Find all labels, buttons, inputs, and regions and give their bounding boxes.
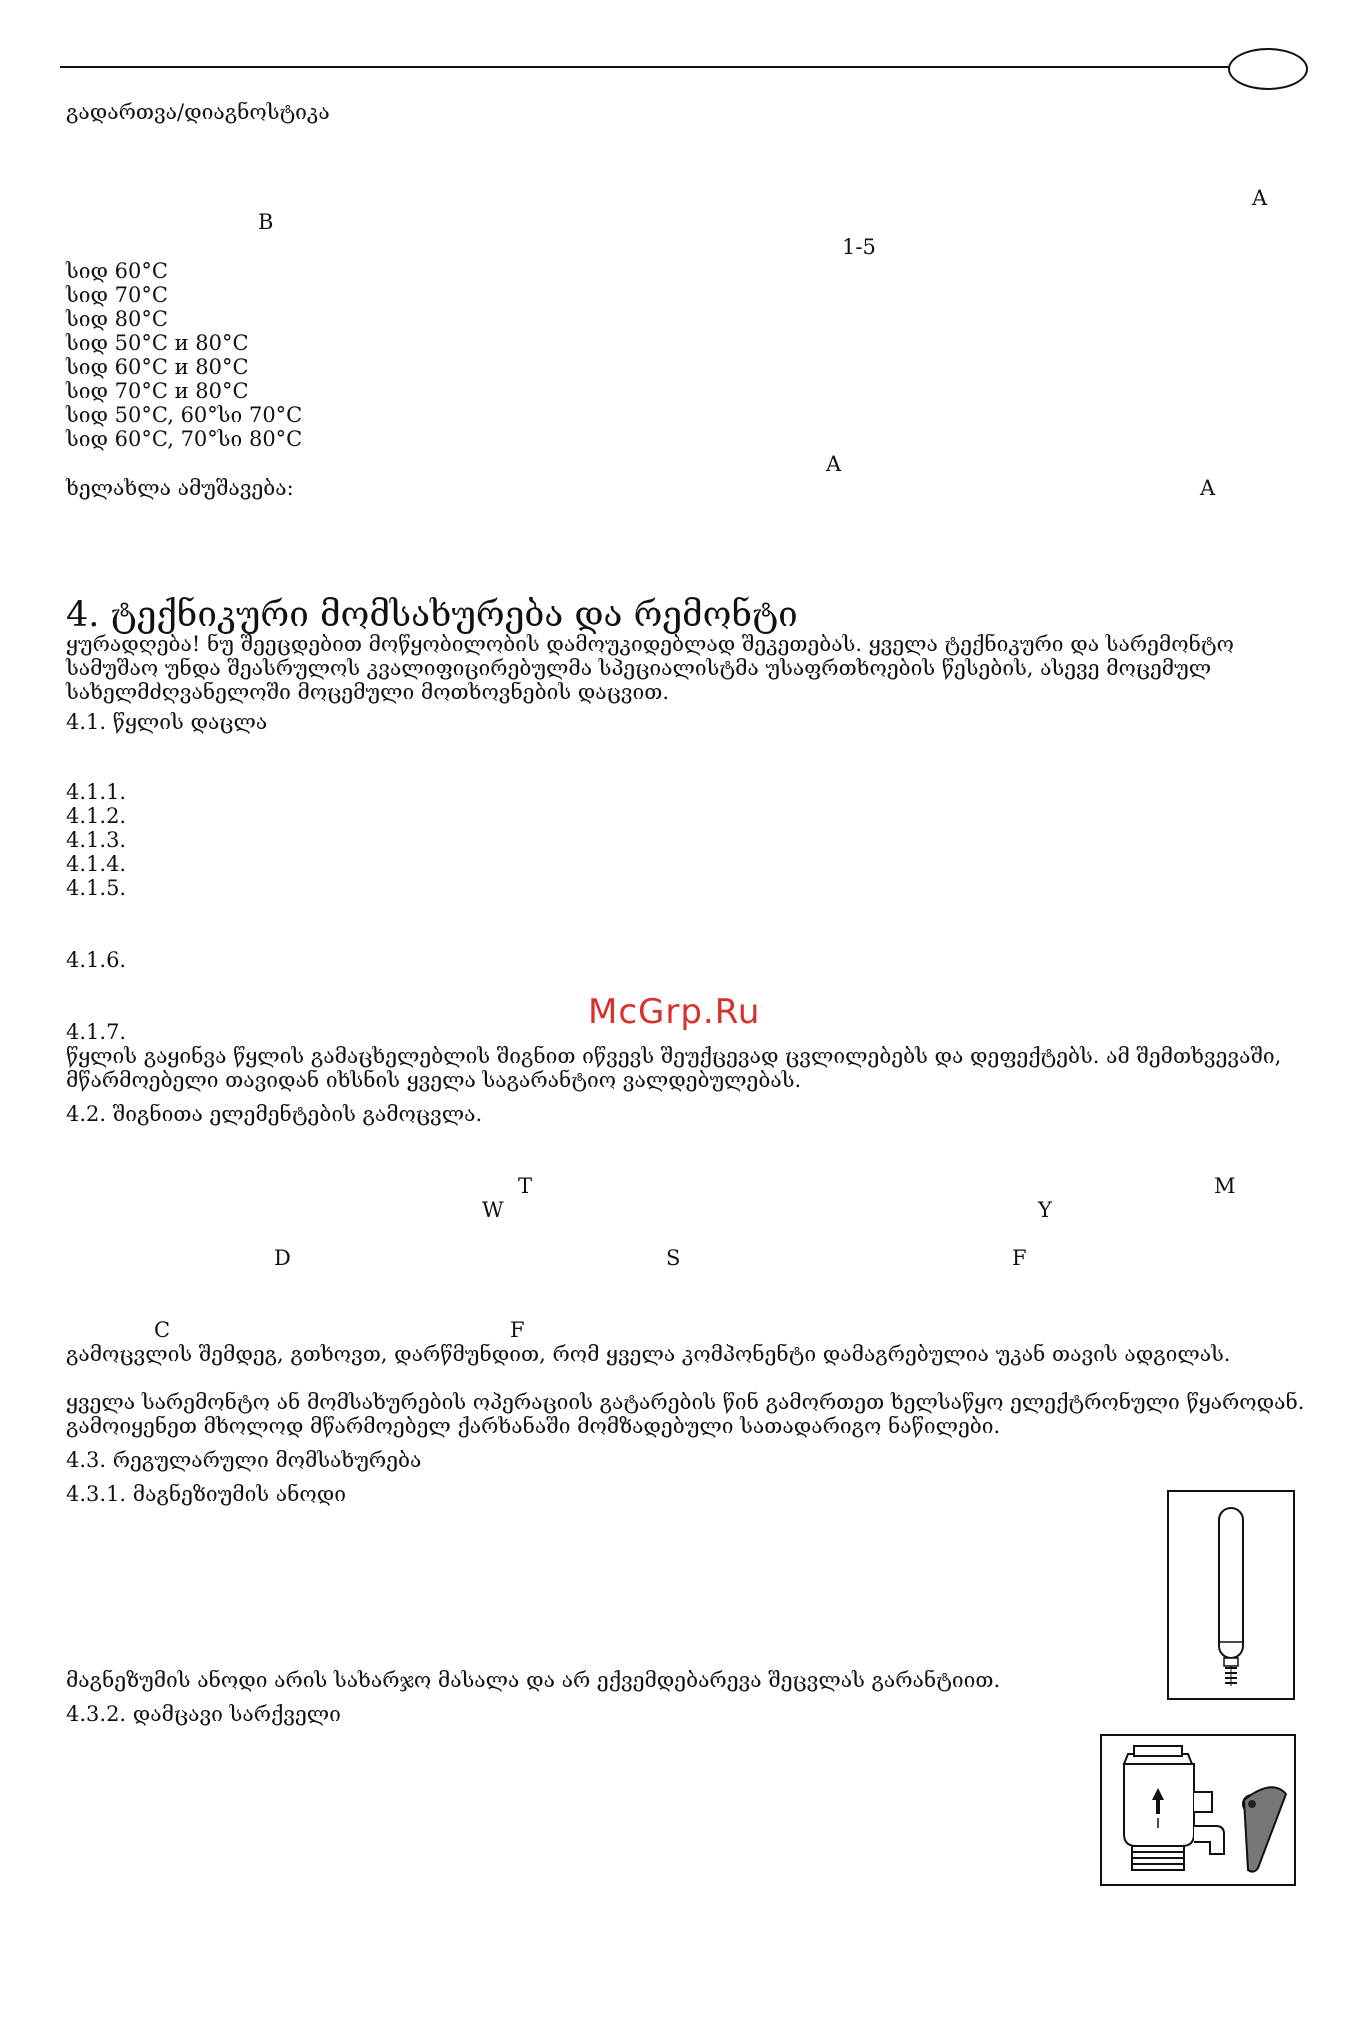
magnesium-anode-icon: [1169, 1492, 1293, 1698]
warning-line: სამუშაო უნდა შეასრულოს კვალიფიცირებულმა სპეციალისტმა უსაფრთხოების წესების, ასევე მოცემულ: [66, 656, 1212, 680]
anode-note: მაგნეზუმის ანოდი არის სახარჯო მასალა და არ ექვემდებარევა შეცვლას გარანტიით.: [66, 1668, 1001, 1692]
service-note-line: გამოიყენეთ მხოლოდ მწარმოებელ ქარხანაში მომზადებული სათადარიგო ნაწილები.: [66, 1414, 1001, 1438]
warning-line: სახელმძღვანელოში მოცემული მოთხოვნების დაცვით.: [66, 680, 669, 704]
temp-line: სიდ 60°C, 70°სი 80°C: [66, 427, 303, 451]
label-f: F: [510, 1318, 525, 1342]
page-number-oval: [1228, 48, 1308, 90]
subsection-4-3-2: 4.3.2. დამცავი სარქველი: [66, 1702, 341, 1726]
service-note-line: ყველა სარემონტო ან მომსახურების ოპერაციის გატარების წინ გამორთეთ ხელსაწყო ელექტრონული წყაროდან.: [66, 1390, 1305, 1414]
label-b: B: [258, 210, 274, 234]
subsection-4-3-1: 4.3.1. მაგნეზიუმის ანოდი: [66, 1482, 347, 1506]
label-a: A: [1200, 476, 1216, 500]
after-replace-note: გამოცვლის შემდეგ, გთხოვთ, დარწმუნდით, რომ ყველა კომპონენტი დამაგრებულია უკან თავის ადგილას.: [66, 1342, 1231, 1366]
step-number: 4.1.7.: [66, 1020, 127, 1044]
step-number: 4.1.6.: [66, 948, 127, 972]
label-y: Y: [1038, 1198, 1052, 1222]
warning-line: ყურადღება! ნუ შეეცდებით მოწყობილობის დამოუკიდებლად შეკეთებას. ყველა ტექნიკური და სარემონტო: [66, 632, 1234, 656]
temp-line: სიდ 80°C: [66, 307, 168, 331]
step-number: 4.1.3.: [66, 828, 127, 852]
label-a: A: [826, 452, 842, 476]
freeze-warning-line: წყლის გაყინვა წყლის გამაცხელებლის შიგნით იწვევს შეუქცევად ცვლილებებს და დეფექტებს. ამ შემთხვევაში,: [66, 1044, 1282, 1068]
label-d: D: [274, 1246, 291, 1270]
step-number: 4.1.5.: [66, 876, 127, 900]
temp-line: სიდ 60°C: [66, 259, 168, 283]
temp-line: სიდ 60°C и 80°C: [66, 355, 249, 379]
watermark: McGrp.Ru: [588, 992, 761, 1032]
temp-line: სიდ 50°C и 80°C: [66, 331, 249, 355]
step-number: 4.1.1.: [66, 780, 127, 804]
section-4-title: 4. ტექნიკური მომსახურება და რემონტი: [66, 595, 798, 635]
temp-line: სიდ 70°C и 80°C: [66, 379, 249, 403]
label-w: W: [482, 1198, 504, 1222]
safety-valve-figure: [1100, 1734, 1296, 1886]
section-heading: გადართვა/დიაგნოსტიკა: [66, 100, 330, 124]
step-number: 4.1.4.: [66, 852, 127, 876]
label-s: S: [666, 1246, 681, 1270]
subsection-4-1: 4.1. წყლის დაცლა: [66, 710, 268, 734]
label-m: M: [1214, 1174, 1236, 1198]
label-a: A: [1252, 186, 1268, 210]
label-f: F: [1012, 1246, 1027, 1270]
temp-line: სიდ 70°C: [66, 283, 168, 307]
freeze-warning-line: მწარმოებელი თავიდან იხსნის ყველა საგარანტიო ვალდებულებას.: [66, 1068, 802, 1092]
label-c: C: [154, 1318, 171, 1342]
label-t: T: [518, 1174, 533, 1198]
subsection-4-2: 4.2. შიგნითა ელემენტების გამოცვლა.: [66, 1102, 483, 1126]
temp-line: სიდ 50°C, 60°სი 70°C: [66, 403, 303, 427]
header-rule: [60, 66, 1240, 68]
anode-figure: [1167, 1490, 1295, 1700]
label-range: 1-5: [842, 235, 876, 259]
subsection-4-3: 4.3. რეგულარული მომსახურება: [66, 1448, 422, 1472]
safety-valve-icon: [1102, 1736, 1294, 1884]
step-number: 4.1.2.: [66, 804, 127, 828]
manual-restart: ხელახლა ამუშავება:: [66, 476, 294, 500]
